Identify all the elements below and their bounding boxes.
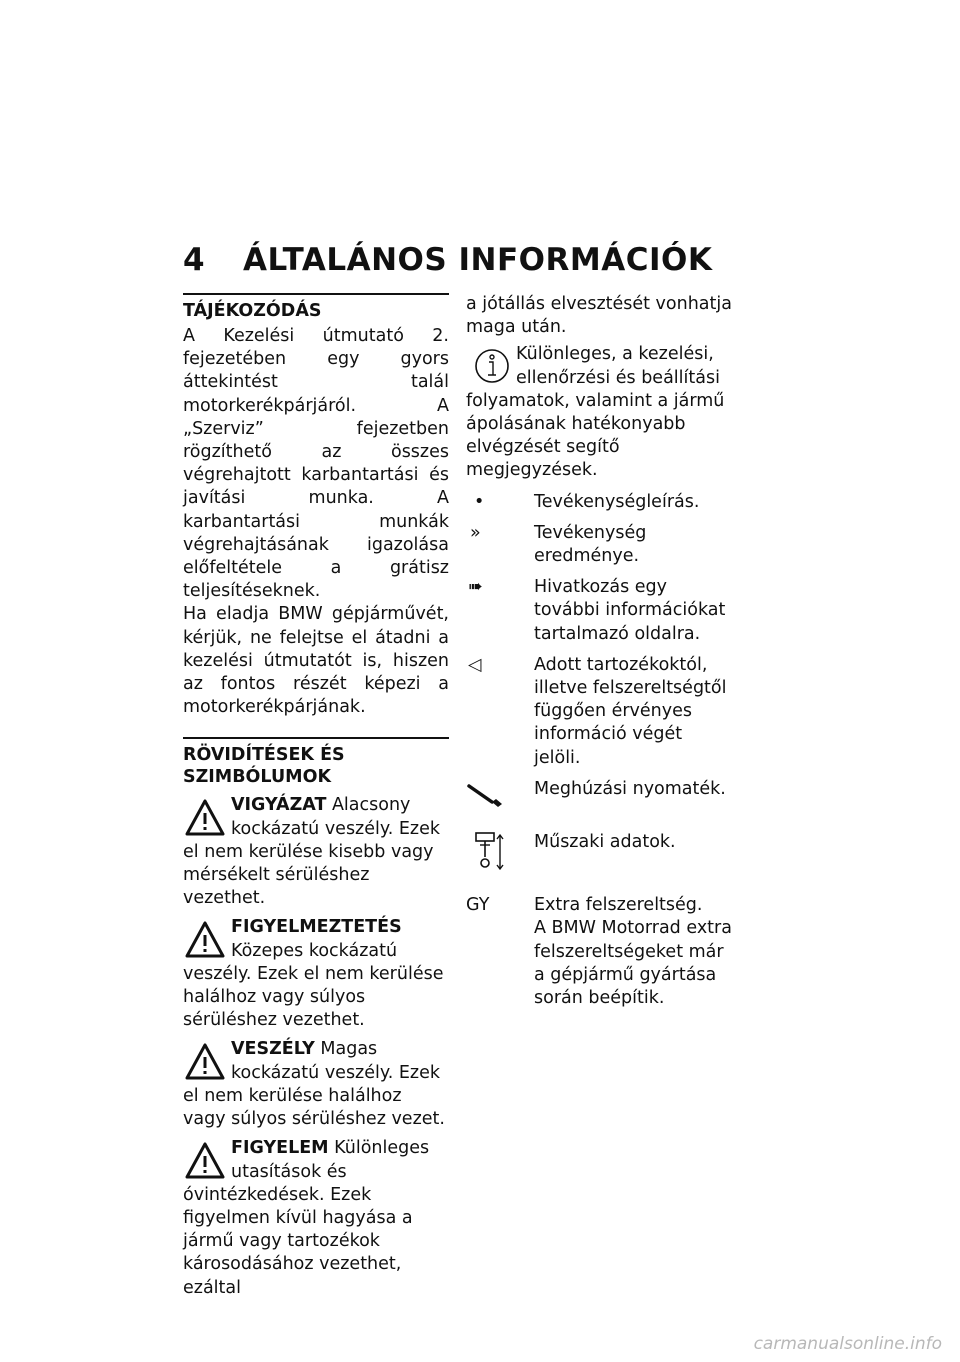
warning-triangle-icon <box>185 1042 225 1082</box>
symbol-row-reference <box>466 576 732 646</box>
symbol-description: Meghúzási nyomaték. <box>534 778 726 799</box>
symbol-row-result <box>466 522 732 568</box>
symbol-row-extra-equipment <box>466 894 732 1010</box>
warning-text: Alacsony kockázatú veszély. Ezek el nem kerülése kisebb vagy mérsékelt sérüléshez vezethet. <box>183 795 441 909</box>
symbol-description: Hivatkozás egy további információkat tartalmazó oldalra. <box>534 577 726 644</box>
symbol-description: Tevékenységleírás. <box>534 491 700 512</box>
symbol-description: Extra felszereltség. <box>534 895 703 916</box>
symbol-description: Műszaki adatok. <box>534 832 676 853</box>
symbol-row-torque <box>466 778 732 817</box>
continuation-text: a jótállás elvesztését vonhatja maga után. <box>466 294 732 338</box>
info-note-text: Különleges, a kezelési, ellenőrzési és beállítási folyamatok, valamint a jármű ápolásának hatékonyabb elvégzését segítő megjegyzések. <box>466 344 725 481</box>
result-arrow-icon: » <box>470 522 481 543</box>
orientation-paragraph-2: Ha eladja BMW gépjárművét, kérjük, ne felejtse el átadni a kezelési útmutatót is, hiszen az fontos részét képezi a motorkerékpárjának. <box>183 604 449 718</box>
warning-text: Különleges utasítások és óvintézkedések. Ezek figyelmen kívül hagyása a jármű vagy tartozékok károsodásához vezethet, ezáltal <box>183 1138 430 1298</box>
warning-triangle-icon <box>185 920 225 960</box>
chapter-title <box>183 242 712 278</box>
symbol-row-technical-data <box>466 831 732 880</box>
warning-keyword: FIGYELEM <box>231 1138 329 1159</box>
orientation-paragraph-1: A Kezelési útmutató 2. fejezetében egy gyors áttekintést talál motorkerékpárjáról. A „Szerviz” fejezetben rögzíthető az összes végrehajtott karbantartási és javítási munka. A karbantartási munkák végrehajtásának igazolása előfeltétele a grátisz teljesítéseknek. <box>183 326 449 602</box>
info-icon <box>474 347 510 385</box>
warning-keyword: FIGYELMEZTETÉS <box>231 917 402 938</box>
right-column <box>466 293 732 1010</box>
symbol-row-end <box>466 654 732 770</box>
warning-caution <box>183 794 449 910</box>
symbol-row-action <box>466 491 732 514</box>
section-heading-abbreviations: RÖVIDÍTÉSEK ÉS SZIMBÓLUMOK <box>183 737 449 788</box>
section-heading-orientation: TÁJÉKOZÓDÁS <box>183 293 449 322</box>
warning-text: Magas kockázatú veszély. Ezek el nem kerülése halálhoz vagy súlyos sérüléshez vezet. <box>183 1039 445 1130</box>
watermark-logo: carmanualsonline.info <box>753 1334 942 1354</box>
warning-triangle-icon <box>185 798 225 838</box>
warning-attention <box>183 1137 449 1299</box>
extra-equipment-code: GY <box>466 895 490 916</box>
info-note <box>466 343 732 482</box>
symbol-description: Tevékenység eredménye. <box>534 522 647 567</box>
warning-alert <box>183 916 449 1032</box>
chapter-title-text: ÁLTALÁNOS INFORMÁCIÓK <box>243 242 713 278</box>
left-column <box>183 293 449 1300</box>
warning-text: Közepes kockázatú veszély. Ezek el nem kerülése halálhoz vagy súlyos sérüléshez vezethet. <box>183 940 444 1031</box>
reference-arrow-icon: ➠ <box>468 577 483 598</box>
warning-keyword: VESZÉLY <box>231 1039 315 1060</box>
symbol-description: Adott tartozékoktól, illetve felszereltségtől függően érvényes információ végét jelöli. <box>534 654 727 768</box>
technical-data-icon <box>466 831 506 873</box>
end-marker-icon: ◁ <box>468 654 482 675</box>
warning-triangle-icon <box>185 1141 225 1181</box>
torque-wrench-icon <box>466 778 506 810</box>
warning-danger <box>183 1038 449 1131</box>
extra-equipment-note: A BMW Motorrad extra felszereltségeket már a gépjármű gyártása során beépítik. <box>534 918 732 1009</box>
chapter-number: 4 <box>183 242 206 278</box>
warning-keyword: VIGYÁZAT <box>231 795 327 816</box>
bullet-icon: • <box>474 491 485 512</box>
